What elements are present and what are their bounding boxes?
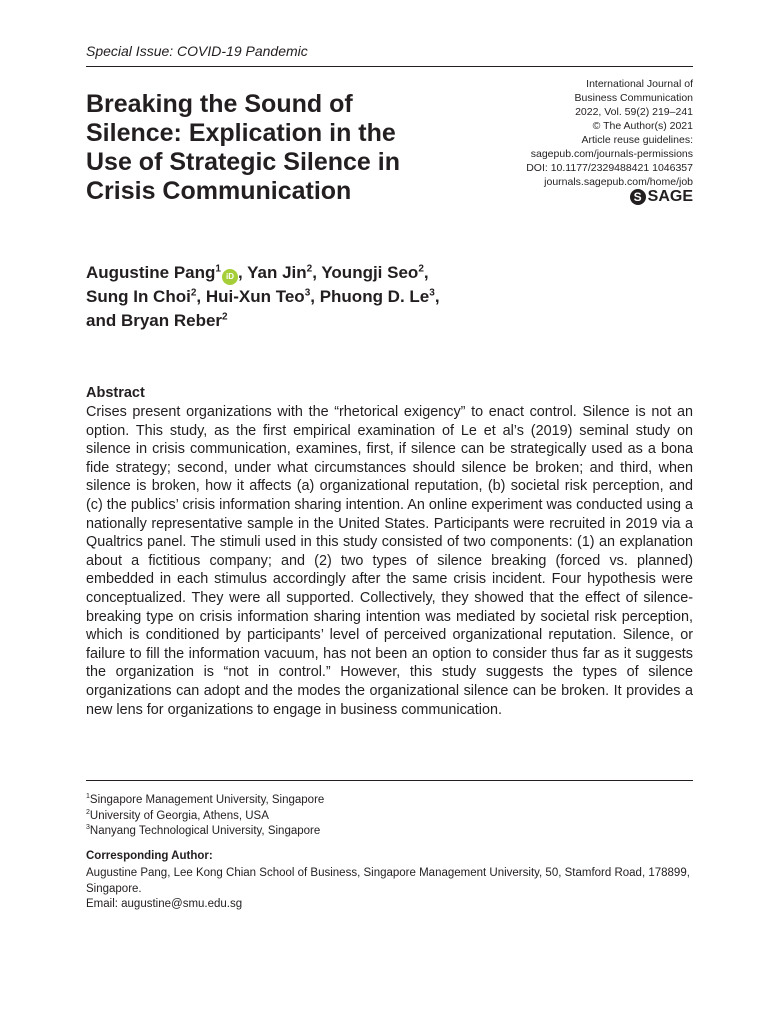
corresponding-author-details [86, 866, 693, 913]
affiliation-text: Nanyang Technological University, Singapore [89, 825, 321, 837]
author-affiliation-marker: 1 [215, 263, 221, 275]
title-line: Breaking the Sound of [86, 90, 353, 118]
author-name: Augustine Pang [86, 263, 216, 282]
affiliation-list [86, 793, 324, 840]
corresponding-author-heading: Corresponding Author: [86, 850, 213, 862]
author-separator: , [434, 287, 440, 306]
author-line [86, 285, 686, 309]
author-separator: , [310, 287, 320, 306]
affiliation-item [86, 793, 324, 809]
footnote-divider [86, 780, 693, 781]
affiliation-marker: 3 [86, 824, 90, 832]
affiliation-item [86, 809, 324, 825]
affiliation-text: Singapore Management University, Singapore [89, 794, 325, 806]
affiliation-item [86, 824, 324, 840]
author-separator: , [423, 263, 429, 282]
author-affiliation-marker: 3 [304, 287, 311, 299]
author-affiliation-marker: 3 [429, 287, 435, 299]
reuse-guidelines-label: Article reuse guidelines: [581, 134, 693, 146]
author-name: Phuong D. Le [319, 287, 430, 306]
title-line: Crisis Communication [86, 177, 352, 205]
special-issue-label: Special Issue: COVID-19 Pandemic [86, 43, 308, 59]
journal-name-line: International Journal of [586, 78, 693, 90]
author-separator: , [312, 263, 322, 282]
author-line [86, 309, 686, 333]
author-line [86, 261, 686, 285]
author-name: Yan Jin [247, 263, 307, 282]
corresponding-author-address: Augustine Pang, Lee Kong Chian School of Business, Singapore Management University, 50, Stamford Road, 178899, Singapore. [86, 867, 690, 895]
doi-link[interactable]: DOI: 10.1177/2329488421 1046357 [526, 162, 693, 174]
journal-home-link[interactable]: journals.sagepub.com/home/job [544, 176, 693, 188]
copyright: © The Author(s) 2021 [592, 120, 693, 132]
abstract-text: Crises present organizations with the “rhetorical exigency” to enact control. Silence is not an option. This study, as the first empirical examination of Le et al’s (2019) seminal study on silence in crisis communication, examines, first, if silence can be strategically used as a bona fide strategy; second, under what circumstances should silence be broken; and third, when silence is broken, how it affects (a) organizational reputation, (b) societal risk perception, and (c) the publics’ crisis information sharing intention. An online experiment was conducted using a nationally representative sample in the United States. Participants were recruited in 2019 via a Qualtrics panel. The stimuli used in this study consisted of two components: (1) an explanation about a fictitious company; and (2) two types of silence breaking (forced vs. planned) embedded in each stimulus accordingly after the same crisis incident. Four hypothesis were conceptualized. They were all supported. Collectively, they showed that the effect of silence-breaking type on crisis information sharing intention was mediated by societal risk perception, which is conditioned by participants’ level of perceived organizational reputation. Silence, or failure to fill the information vacuum, has not been an option to consider thus far as it suggests the organization is “not in control.” However, this study suggests the types of silence organizations can adopt and the modes the organizational silence can be broken. It provides a new lens for organizations to engage in business communication. [86, 404, 693, 718]
author-name: and Bryan Reber [86, 311, 223, 330]
author-separator: , [237, 263, 248, 282]
title-line: Silence: Explication in the [86, 119, 396, 147]
affiliation-marker: 2 [86, 808, 90, 816]
author-name: Youngji Seo [321, 263, 419, 282]
article-title [86, 90, 486, 206]
author-list [86, 261, 686, 333]
author-name: Hui-Xun Teo [205, 287, 305, 306]
permissions-link[interactable]: sagepub.com/journals-permissions [530, 148, 693, 160]
journal-name-line: Business Communication [574, 92, 693, 104]
author-affiliation-marker: 2 [190, 287, 197, 299]
abstract-heading: Abstract [86, 385, 145, 401]
affiliation-marker: 1 [86, 793, 90, 801]
journal-info [526, 77, 693, 189]
header-divider [86, 66, 693, 67]
author-affiliation-marker: 2 [306, 263, 313, 275]
corresponding-author-email[interactable]: Email: augustine@smu.edu.sg [86, 898, 243, 910]
journal-volume: 2022, Vol. 59(2) 219–241 [575, 106, 693, 118]
sage-logo-text: SAGE [647, 188, 693, 205]
author-name: Sung In Choi [86, 287, 191, 306]
author-affiliation-marker: 2 [222, 311, 228, 323]
title-line: Use of Strategic Silence in [86, 148, 400, 176]
sage-logo-icon: S [630, 189, 646, 205]
affiliation-text: University of Georgia, Athens, USA [89, 809, 269, 822]
orcid-icon[interactable]: iD [222, 269, 238, 285]
author-separator: , [196, 287, 206, 306]
author-affiliation-marker: 2 [418, 263, 424, 275]
sage-logo [630, 188, 693, 206]
